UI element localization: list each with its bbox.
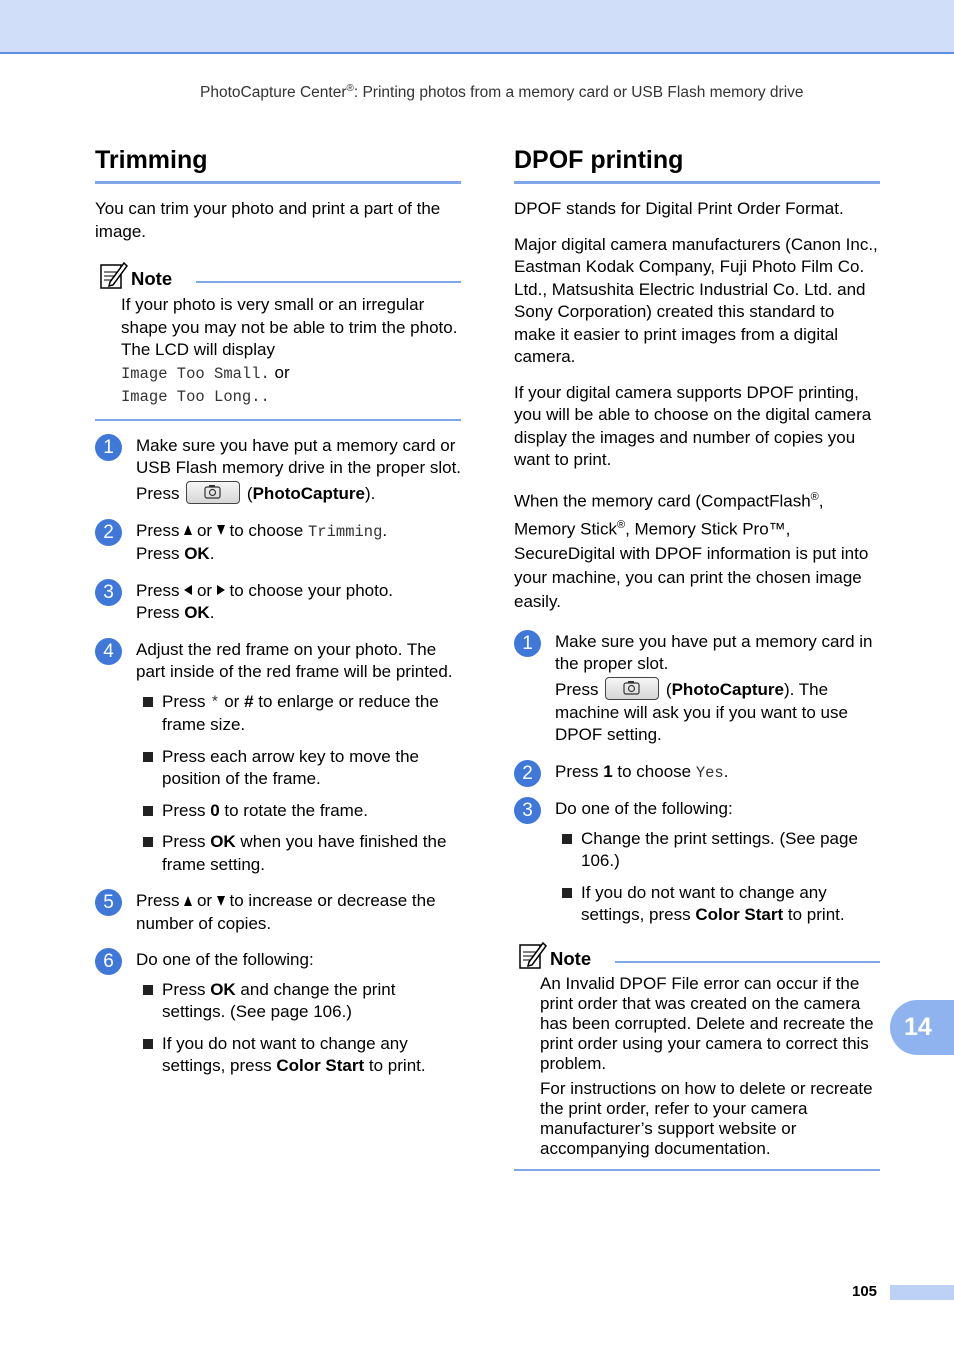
down-arrow-key-icon <box>217 896 225 906</box>
note-rule <box>615 961 880 963</box>
trimming-section <box>95 142 461 1078</box>
trimming-step-6: 6 Do one of the following: Press OK and change the print settings. (See page 106.) If you do not want to change any settings, press Color Start to print. <box>95 949 461 1078</box>
trimming-intro: You can trim your photo and print a part of the image. <box>95 199 441 241</box>
dpof-step-3-options <box>555 828 880 927</box>
note-text: If your photo is very small or an irregular shape you may not be able to trim the photo. The LCD will display Image Too Small. or Image Too Long.. <box>121 295 458 406</box>
list-item: Press OK and change the print settings. (See page 106.) <box>162 979 461 1024</box>
dpof-step-1: 1 Make sure you have put a memory card in the proper slot. Press (PhotoCapture). The machine will ask you if you want to use DPOF setting. <box>514 631 880 747</box>
dpof-step-3: 3 Do one of the following: Change the print settings. (See page 106.) If you do not want to change any settings, press Color Start to print. <box>514 798 880 927</box>
trimming-note <box>95 260 461 421</box>
note-pencil-icon <box>98 260 128 290</box>
dpof-note <box>514 940 880 1171</box>
dpof-paragraph-4: When the memory card (CompactFlash®, Memory Stick®, Memory Stick Pro™, SecureDigital with DPOF information is put into your machine, you can print the chosen image easily. <box>514 490 869 611</box>
note-pencil-icon <box>517 940 547 970</box>
step-number-6: 6 <box>95 948 122 975</box>
trimming-step-4: 4 Adjust the red frame on your photo. The part inside of the red frame will be printed. Press * or # to enlarge or reduce the frame size. Press each arrow key to move the position of the frame. Press 0 to rotate the frame. Press OK when you have finished the frame setting. <box>95 639 461 877</box>
trimming-heading: Trimming <box>95 142 461 184</box>
dpof-paragraph-1: DPOF stands for Digital Print Order Format. <box>514 199 844 218</box>
trimming-step-2: 2 Press or to choose Trimming. Press OK. <box>95 520 461 566</box>
trimming-step-3: 3 Press or to choose your photo. Press OK. <box>95 580 461 625</box>
list-item: If you do not want to change any settings, press Color Start to print. <box>581 882 880 927</box>
step-number-3: 3 <box>95 579 122 606</box>
trimming-step-1: 1 Make sure you have put a memory card or USB Flash memory drive in the proper slot. Press (PhotoCapture). <box>95 435 461 506</box>
dpof-paragraph-2: Major digital camera manufacturers (Canon Inc., Eastman Kodak Company, Fuji Photo Film Co. Ltd., Matsushita Electric Industrial Co. Ltd. and Sony Corporation) created this standard to make it easier to print images from a digital camera. <box>514 234 878 366</box>
note-title: Note <box>131 268 173 289</box>
trimming-step-6-options <box>136 979 461 1078</box>
list-item: Press OK when you have finished the frame setting. <box>162 831 461 876</box>
list-item: Press each arrow key to move the position of the frame. <box>162 746 461 791</box>
dpof-section <box>514 142 880 1171</box>
right-arrow-key-icon <box>217 585 225 595</box>
step-number-5: 5 <box>95 889 122 916</box>
note-text: For instructions on how to delete or recreate the print order, refer to your camera manufacturer’s support website or accompanying documentation. <box>540 1078 873 1158</box>
step-number-2: 2 <box>514 760 541 787</box>
step-number-3: 3 <box>514 797 541 824</box>
dpof-paragraph-3: If your digital camera supports DPOF printing, you will be able to choose on the digital camera display the images and number of copies you want to print. <box>514 382 872 469</box>
list-item: If you do not want to change any settings, press Color Start to print. <box>162 1033 461 1078</box>
step-number-4: 4 <box>95 638 122 665</box>
trimming-step-4-options <box>136 691 461 877</box>
list-item: Change the print settings. (See page 106.) <box>581 828 880 873</box>
down-arrow-key-icon <box>217 525 225 535</box>
photocapture-key-icon <box>186 481 240 504</box>
up-arrow-key-icon <box>184 525 192 535</box>
list-item: Press 0 to rotate the frame. <box>162 800 461 823</box>
trimming-step-5: 5 Press or to increase or decrease the number of copies. <box>95 890 461 935</box>
up-arrow-key-icon <box>184 896 192 906</box>
chapter-tab: 14 <box>890 1000 954 1055</box>
photocapture-key-icon <box>605 677 659 700</box>
note-text: An Invalid DPOF File error can occur if the print order that was created on the camera has been corrupted. Delete and recreate the print order using your camera to correct this problem. <box>540 973 874 1073</box>
note-title: Note <box>550 947 592 969</box>
running-header: PhotoCapture Center®: Printing photos from a memory card or USB Flash memory drive <box>200 83 804 102</box>
step-number-1: 1 <box>514 630 541 657</box>
left-arrow-key-icon <box>184 585 192 595</box>
dpof-heading: DPOF printing <box>514 142 880 184</box>
list-item: Press * or # to enlarge or reduce the frame size. <box>162 691 461 737</box>
step-number-1: 1 <box>95 434 122 461</box>
footer-band <box>890 1285 954 1300</box>
dpof-step-2: 2 Press 1 to choose Yes. <box>514 761 880 785</box>
step-number-2: 2 <box>95 519 122 546</box>
note-rule <box>196 281 461 283</box>
header-band <box>0 0 954 54</box>
page-number: 105 <box>852 1283 878 1300</box>
